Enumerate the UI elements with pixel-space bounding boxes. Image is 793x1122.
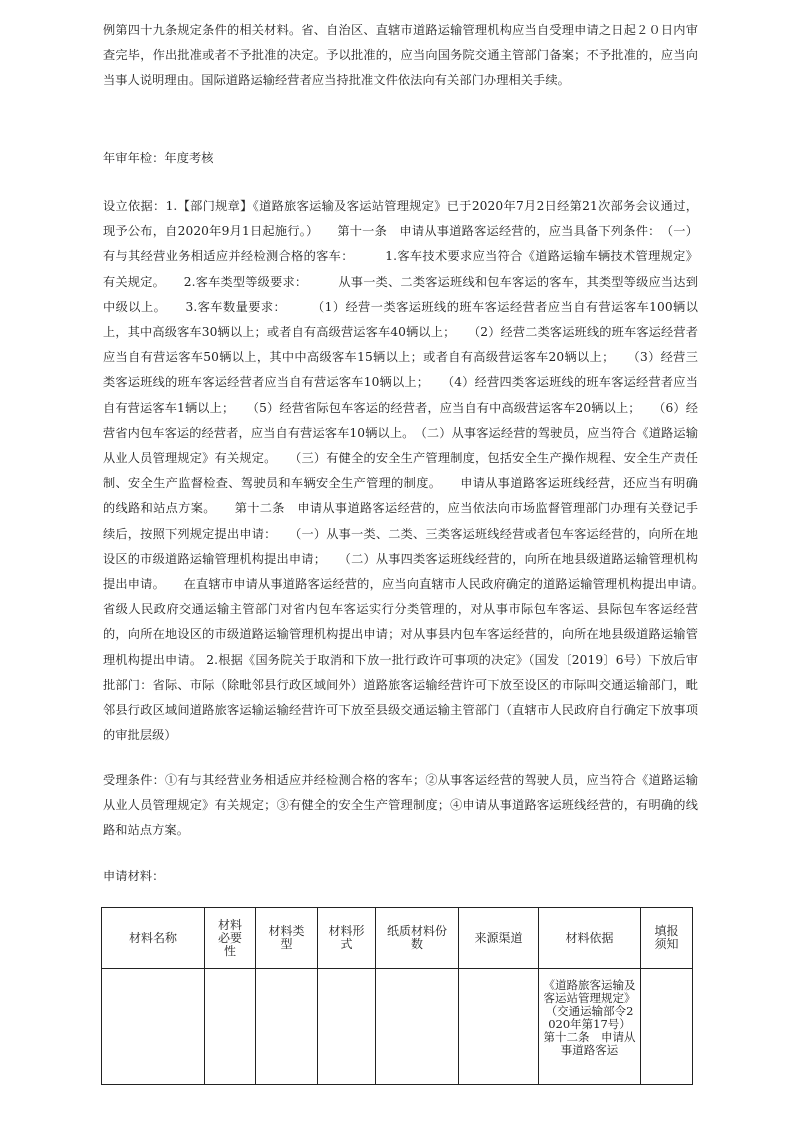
cell-paper-copies — [376, 969, 459, 1085]
header-material-basis: 材料依据 — [539, 908, 641, 969]
paragraph-application-materials-label: 申请材料： — [103, 869, 165, 883]
header-paper-copies: 纸质材料份数 — [376, 908, 459, 969]
header-material-necessity: 材料必要性 — [205, 908, 256, 969]
table-row — [102, 969, 693, 1085]
header-material-name: 材料名称 — [102, 908, 205, 969]
table-header-row — [102, 908, 693, 969]
cell-material-necessity — [205, 969, 256, 1085]
cell-material-name — [102, 969, 205, 1085]
cell-material-form — [318, 969, 376, 1085]
cell-source-channel — [459, 969, 539, 1085]
materials-table — [101, 907, 693, 1085]
paragraph-acceptance-conditions: 受理条件：①有与其经营业务相适应并经检测合格的客车；②从事客运经营的驾驶人员，应当符合《道路运输从业人员管理规定》有关规定；③有健全的安全生产管理制度；④申请从事道路客运班线经营的，有明确的线路和站点方案。 — [103, 773, 698, 838]
header-source-channel: 来源渠道 — [459, 908, 539, 969]
cell-filling-notes — [641, 969, 693, 1085]
paragraph-approval-procedure: 例第四十九条规定条件的相关材料。省、自治区、直辖市道路运输管理机构应当自受理申请之日起２０日内审查完毕，作出批准或者不予批准的决定。予以批准的，应当向国务院交通主管部门备案；不予批准的，应当向当事人说明理由。国际道路运输经营者应当持批准文件依法向有关部门办理相关手续。 — [103, 23, 698, 88]
paragraph-legal-basis: 设立依据：1.【部门规章】《道路旅客运输及客运站管理规定》已于2020年7月2日经第21次部务会议通过，现予公布，自2020年9月1日起施行。） 第十一条 申请从事道路客运经营的，应当具备下列条件： （一）有与其经营业务相适应并经检测合格的客车： 1.客车技术要求应当符合《道路运输车辆技术管理规定》有关规定。 2.客车类型等级要求： 从事一类、二类客运班线和包车客运的客车，其类型等级应当达到中级以上。 3.客车数量要求： （1）经营一类客运班线的班车客运经营者应当自有营运客车100辆以上，其中高级客车30辆以上；或者自有高级营运客车40辆以上； （2）经营二类客运班线的班车客运经营者应当自有营运客车50辆以上，其中中高级客车15辆以上；或者自有高级营运客车20辆以上； （3）经营三类客运班线的班车客运经营者应当自有营运客车10辆以上； （4）经营四类客运班线的班车客运经营者应当自有营运客车1辆以上； （5）经营省际包车客运的经营者，应当自有中高级营运客车20辆以上； （6）经营省内包车客运的经营者，应当自有营运客车10辆以上。 （二）从事客运经营的驾驶员，应当符合《道路运输从业人员管理规定》有关规定。 （三）有健全的安全生产管理制度，包括安全生产操作规程、安全生产责任制、安全生产监督检查、驾驶员和车辆安全生产管理的制度。 申请从事道路客运班线经营，还应当有明确的线路和站点方案。 第十二条 申请从事道路客运经营的，应当依法向市场监督管理部门办理有关登记手续后，按照下列规定提出申请： （一）从事一类、二类、三类客运班线经营或者包车客运经营的，向所在地设区的市级道路运输管理机构提出申请； （二）从事四类客运班线经营的，向所在地县级道路运输管理机构提出申请。 在直辖市申请从事道路客运经营的，应当向直辖市人民政府确定的道路运输管理机构提出申请。 省级人民政府交通运输主管部门对省内包车客运实行分类管理的，对从事市际包车客运、县际包车客运经营的，向所在地设区的市级道路运输管理机构提出申请；对从事县内包车客运经营的，向所在地县级道路运输管理机构提出申请。 2.根据《国务院关于取消和下放一批行政许可事项的决定》（国发〔2019〕6号）下放后审批部门：省际、市际（除毗邻县行政区域间外）道路旅客运输经营许可下放至设区的市际叫交通运输部门，毗邻县行政区域间道路旅客运输运输经营许可下放至县级交通运输主管部门（直辖市人民政府自行确定下放事项的审批层级） — [103, 199, 723, 743]
header-filling-notes: 填报须知 — [641, 908, 693, 969]
paragraph-annual-review: 年审年检：年度考核 — [103, 151, 214, 165]
cell-material-type — [256, 969, 318, 1085]
header-material-type: 材料类型 — [256, 908, 318, 969]
header-material-form: 材料形式 — [318, 908, 376, 969]
cell-material-basis: 《道路旅客运输及客运站管理规定》（交通运输部令2020年第17号）第十二条 申请从事道路客运 — [539, 969, 641, 1085]
